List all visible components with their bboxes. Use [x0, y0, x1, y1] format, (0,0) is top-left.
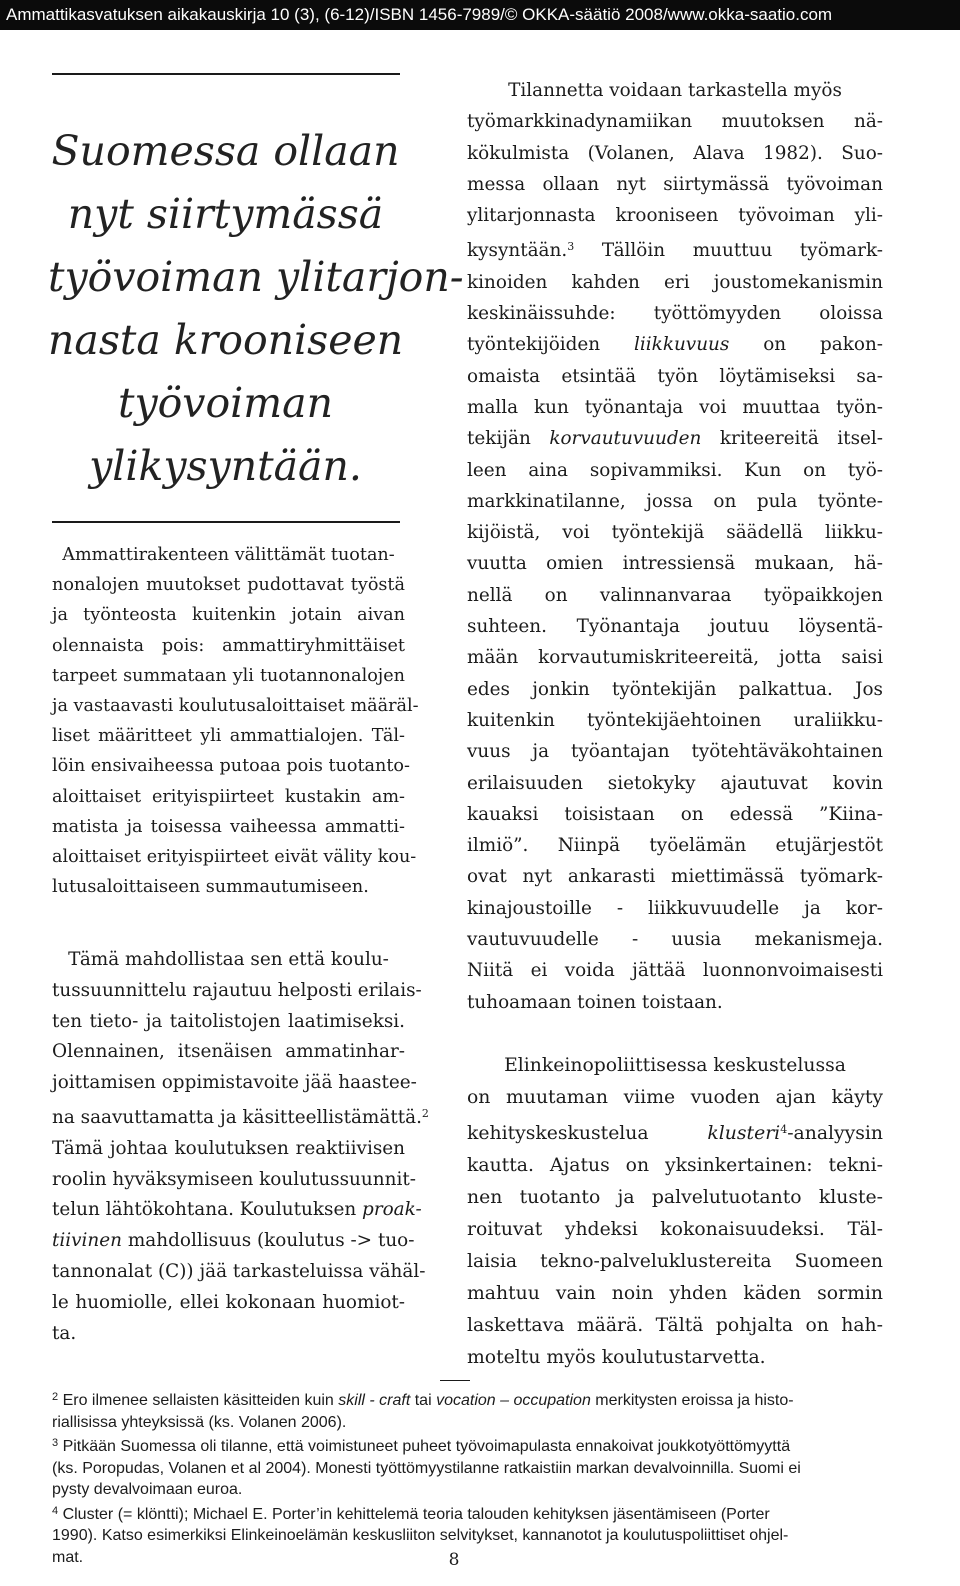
- text-run: Ero ilmenee sellaisten käsitteiden kuin: [58, 1392, 339, 1409]
- footnote-line: riallisissa yhteyksissä (ks. Volanen 2006).: [52, 1413, 347, 1431]
- text-run: merkitysten eroissa ja histo-: [590, 1392, 794, 1409]
- text-line: kauaksi toisistaan on edessä ”Kiina-: [467, 803, 883, 825]
- text-line: lutusaloittaiseen summautumiseen.: [52, 877, 369, 898]
- text-line: laisia tekno-palveluklustereita Suomeen: [467, 1251, 883, 1272]
- text-line: nellä on valinnanvaraa työpaikkojen: [467, 584, 883, 606]
- text-line: nen tuotanto ja palvelutuotanto kluste-: [467, 1187, 883, 1208]
- text-line: omaista etsintää työn löytämiseksi sa-: [467, 365, 883, 387]
- text-run: työntekijöiden: [467, 334, 635, 356]
- text-line: [52, 1195, 422, 1226]
- text-line: Olennainen, itsenäisen ammatinhar-: [52, 1041, 405, 1063]
- italic-term: liikkuvuus: [634, 334, 730, 356]
- italic-term: klusteri: [707, 1123, 781, 1144]
- text-line: ta.: [52, 1322, 77, 1344]
- footnote-ref: 4: [780, 1123, 788, 1136]
- italic-term: vocation – occupation: [436, 1392, 591, 1409]
- text-run: mahdollisuus (koulutus -> tuo-: [122, 1230, 415, 1252]
- text-line: kijöistä, voi työntekijä säädellä liikku-: [467, 522, 883, 544]
- text-line: aloittaiset erityispiirteet eivät välity kou-: [52, 847, 417, 868]
- text-line: [52, 1226, 415, 1257]
- text-line: vuus ja työantajan työtehtäväkohtainen: [467, 741, 883, 763]
- italic-term: korvautuvuuden: [549, 428, 702, 450]
- text-line: erilaisuuden sietokyky ajautuvat kovin: [467, 772, 883, 794]
- footnote-ref: 2: [421, 1106, 429, 1120]
- text-line: tannonalat (C)) jää tarkasteluissa vähäl-: [52, 1260, 426, 1282]
- footnote-4: [52, 1501, 890, 1526]
- text-line: Niitä ei voida jättää luonnonvoimaisesti: [467, 960, 883, 982]
- text-line: löin ensivaiheessa putoaa pois tuotanto-: [52, 756, 410, 777]
- text-line: aloittaiset erityispiirteet kustakin am-: [52, 786, 405, 807]
- text-run: na saavuttamatta ja käsitteellistämättä.: [52, 1106, 422, 1128]
- text-run: Pitkään Suomessa oli tilanne, että voimistuneet puheet työvoimapulasta ennakoivat joukkotyöttömyyttä: [58, 1438, 791, 1455]
- pull-quote-line: työvoiman: [117, 379, 333, 427]
- text-line: ja työnteosta kuitenkin jotain aivan: [52, 605, 405, 626]
- text-line: kinajoustoille - liikkuvuudelle ja kor-: [467, 897, 883, 919]
- text-line: le huomiolle, ellei kokonaan huomiot-: [52, 1291, 405, 1313]
- text-run: kriteereitä itsel-: [701, 428, 883, 450]
- footnote-number: 2: [52, 1391, 59, 1403]
- text-line: tuhoamaan toinen toistaan.: [467, 991, 723, 1013]
- text-line: malla kun työnantaja voi muuttaa työn-: [467, 396, 883, 418]
- text-line: markkinatilanne, jossa on pula työnte-: [467, 490, 883, 512]
- text-line: Elinkeinopoliittisessa keskustelussa: [504, 1055, 846, 1076]
- text-line: edes jonkin työntekijän palkattua. Jos: [467, 678, 883, 700]
- text-run: tekijän: [467, 428, 550, 450]
- footnote-number: 4: [52, 1504, 59, 1517]
- text-line: roolin hyväksymiseen koulutussuunnit-: [52, 1168, 416, 1190]
- text-line: nonalojen muutokset pudottavat työstä: [52, 575, 405, 596]
- text-line: ja vastaavasti koulutusaloittaiset määräl-: [52, 696, 419, 717]
- text-line: liset määritteet yli ammattialojen. Täl-: [52, 726, 405, 747]
- footnote-2: [52, 1387, 890, 1412]
- footnote-number: 3: [52, 1437, 59, 1449]
- footnote-line: (ks. Poropudas, Volanen et al 2004). Monesti työttömyystilanne ratkaistiin markan devalvoinnilla. Suomi ei: [52, 1459, 801, 1477]
- text-line: [467, 423, 883, 454]
- pullquote-top-rule: [52, 73, 400, 75]
- italic-term: tiivinen: [52, 1230, 122, 1252]
- text-line: vuutta omien intressiensä mukaan, hä-: [467, 553, 883, 575]
- right-paragraph-1: [467, 75, 883, 1018]
- text-line: [467, 1114, 883, 1150]
- text-line: kinoiden kahden eri joustomekanismin: [467, 271, 883, 293]
- text-line: Ammattirakenteen välittämät tuotan-: [62, 545, 395, 565]
- text-line: ylitarjonnasta krooniseen työvoiman yli-: [467, 205, 883, 227]
- text-line: [52, 1099, 429, 1134]
- left-paragraph-2: [52, 945, 429, 1349]
- text-line: kuitenkin työntekijäehtoinen uraliikku-: [467, 709, 883, 731]
- text-line: roituvat yhdeksi kokonaisuudeksi. Täl-: [467, 1219, 883, 1240]
- pull-quote-line: nyt siirtymässä: [67, 190, 384, 238]
- footnote-3: [52, 1433, 890, 1458]
- pullquote-bottom-rule: [52, 521, 400, 523]
- text-run: telun lähtökohtana. Koulutuksen: [52, 1199, 363, 1221]
- text-line: [467, 329, 883, 360]
- text-run: Tällöin muuttuu työmark-: [574, 240, 883, 262]
- text-run: -analyysin: [787, 1123, 883, 1144]
- text-line: suhteen. Työnantaja joutuu löysentä-: [467, 616, 883, 638]
- text-line: matista ja toisessa vaiheessa ammatti-: [52, 816, 405, 837]
- text-line: Tämä johtaa koulutuksen reaktiivisen: [52, 1137, 405, 1159]
- pull-quote-line: nasta krooniseen: [48, 316, 404, 364]
- text-line: keskinäissuhde: työttömyyden oloissa: [467, 303, 883, 325]
- text-line: tarpeet summataan yli tuotannonalojen: [52, 665, 405, 686]
- text-line: vautuvuudelle - uusia mekanismeja.: [467, 929, 883, 951]
- right-paragraph-2: [467, 1050, 883, 1374]
- italic-term: proak-: [362, 1199, 422, 1221]
- text-line: laskettava määrä. Tältä pohjalta on hah-: [467, 1315, 883, 1336]
- text-line: olennaista pois: ammattiryhmittäiset: [52, 635, 405, 656]
- text-line: Tilannetta voidaan tarkastella myös: [508, 80, 842, 101]
- text-line: moteltu myös koulutustarvetta.: [467, 1347, 766, 1368]
- text-line: työmarkkinadynamiikan muutoksen nä-: [467, 111, 883, 133]
- text-line: ovat nyt ankarasti miettimässä työmark-: [467, 866, 883, 888]
- text-run: kysyntään.: [467, 240, 568, 262]
- text-line: kökulmista (Volanen, Alava 1982). Suo-: [467, 142, 883, 164]
- footnote-line: 1990). Katso esimerkiksi Elinkeinoelämän keskusliiton selvitykset, kannanotot ja koulutuspoliittiset ohjel-: [52, 1527, 789, 1544]
- text-run: on pakon-: [729, 334, 883, 356]
- text-line: [467, 231, 883, 266]
- pull-quote-line: Suomessa ollaan: [51, 127, 400, 175]
- footnote-ref: 3: [567, 240, 575, 254]
- italic-term: skill - craft: [338, 1392, 411, 1409]
- text-line: tussuunnittelu rajautuu helposti erilais-: [52, 979, 422, 1001]
- text-run: tai: [410, 1392, 437, 1409]
- footnote-line: pysty devalvoimaan euroa.: [52, 1481, 243, 1498]
- footnote-line: mat.: [52, 1548, 84, 1566]
- text-line: mään korvautumiskriteereitä, jotta saisi: [467, 647, 883, 669]
- pull-quote: [48, 120, 464, 498]
- text-run: Cluster (= klöntti); Michael E. Porter’in kehittelemä teoria talouden kehityksen jäsentämiseen (Porter: [58, 1505, 770, 1523]
- text-line: messa ollaan nyt siirtymässä työvoiman: [467, 173, 883, 195]
- left-paragraph-1: [52, 540, 419, 902]
- text-line: ilmiö”. Niinpä työelämän etujärjestöt: [467, 835, 883, 857]
- text-line: mahtuu vain noin yhden käden sormin: [467, 1283, 883, 1304]
- text-line: Tämä mahdollistaa sen että koulu-: [68, 949, 389, 970]
- page-number: 8: [448, 1550, 460, 1570]
- text-line: on muutaman viime vuoden ajan käyty: [467, 1087, 883, 1108]
- text-line: leen aina sopivammiksi. Kun on työ-: [467, 459, 883, 481]
- text-line: ten tieto- ja taitolistojen laatimiseksi.: [52, 1010, 405, 1032]
- text-line: joittamisen oppimistavoite jää haastee-: [52, 1072, 417, 1094]
- footnote-separator: [440, 1380, 470, 1381]
- journal-header: Ammattikasvatuksen aikakauskirja 10 (3), (6-12)/ISBN 1456-7989/© OKKA-säätiö 2008/www.okka-saatio.com: [0, 0, 960, 30]
- footnotes: [52, 1387, 890, 1568]
- text-run: kehityskeskustelua: [467, 1123, 708, 1144]
- pull-quote-line: työvoiman ylitarjon-: [48, 253, 464, 301]
- pull-quote-line: ylikysyntään.: [89, 442, 362, 490]
- text-line: kautta. Ajatus on yksinkertainen: tekni-: [467, 1155, 883, 1176]
